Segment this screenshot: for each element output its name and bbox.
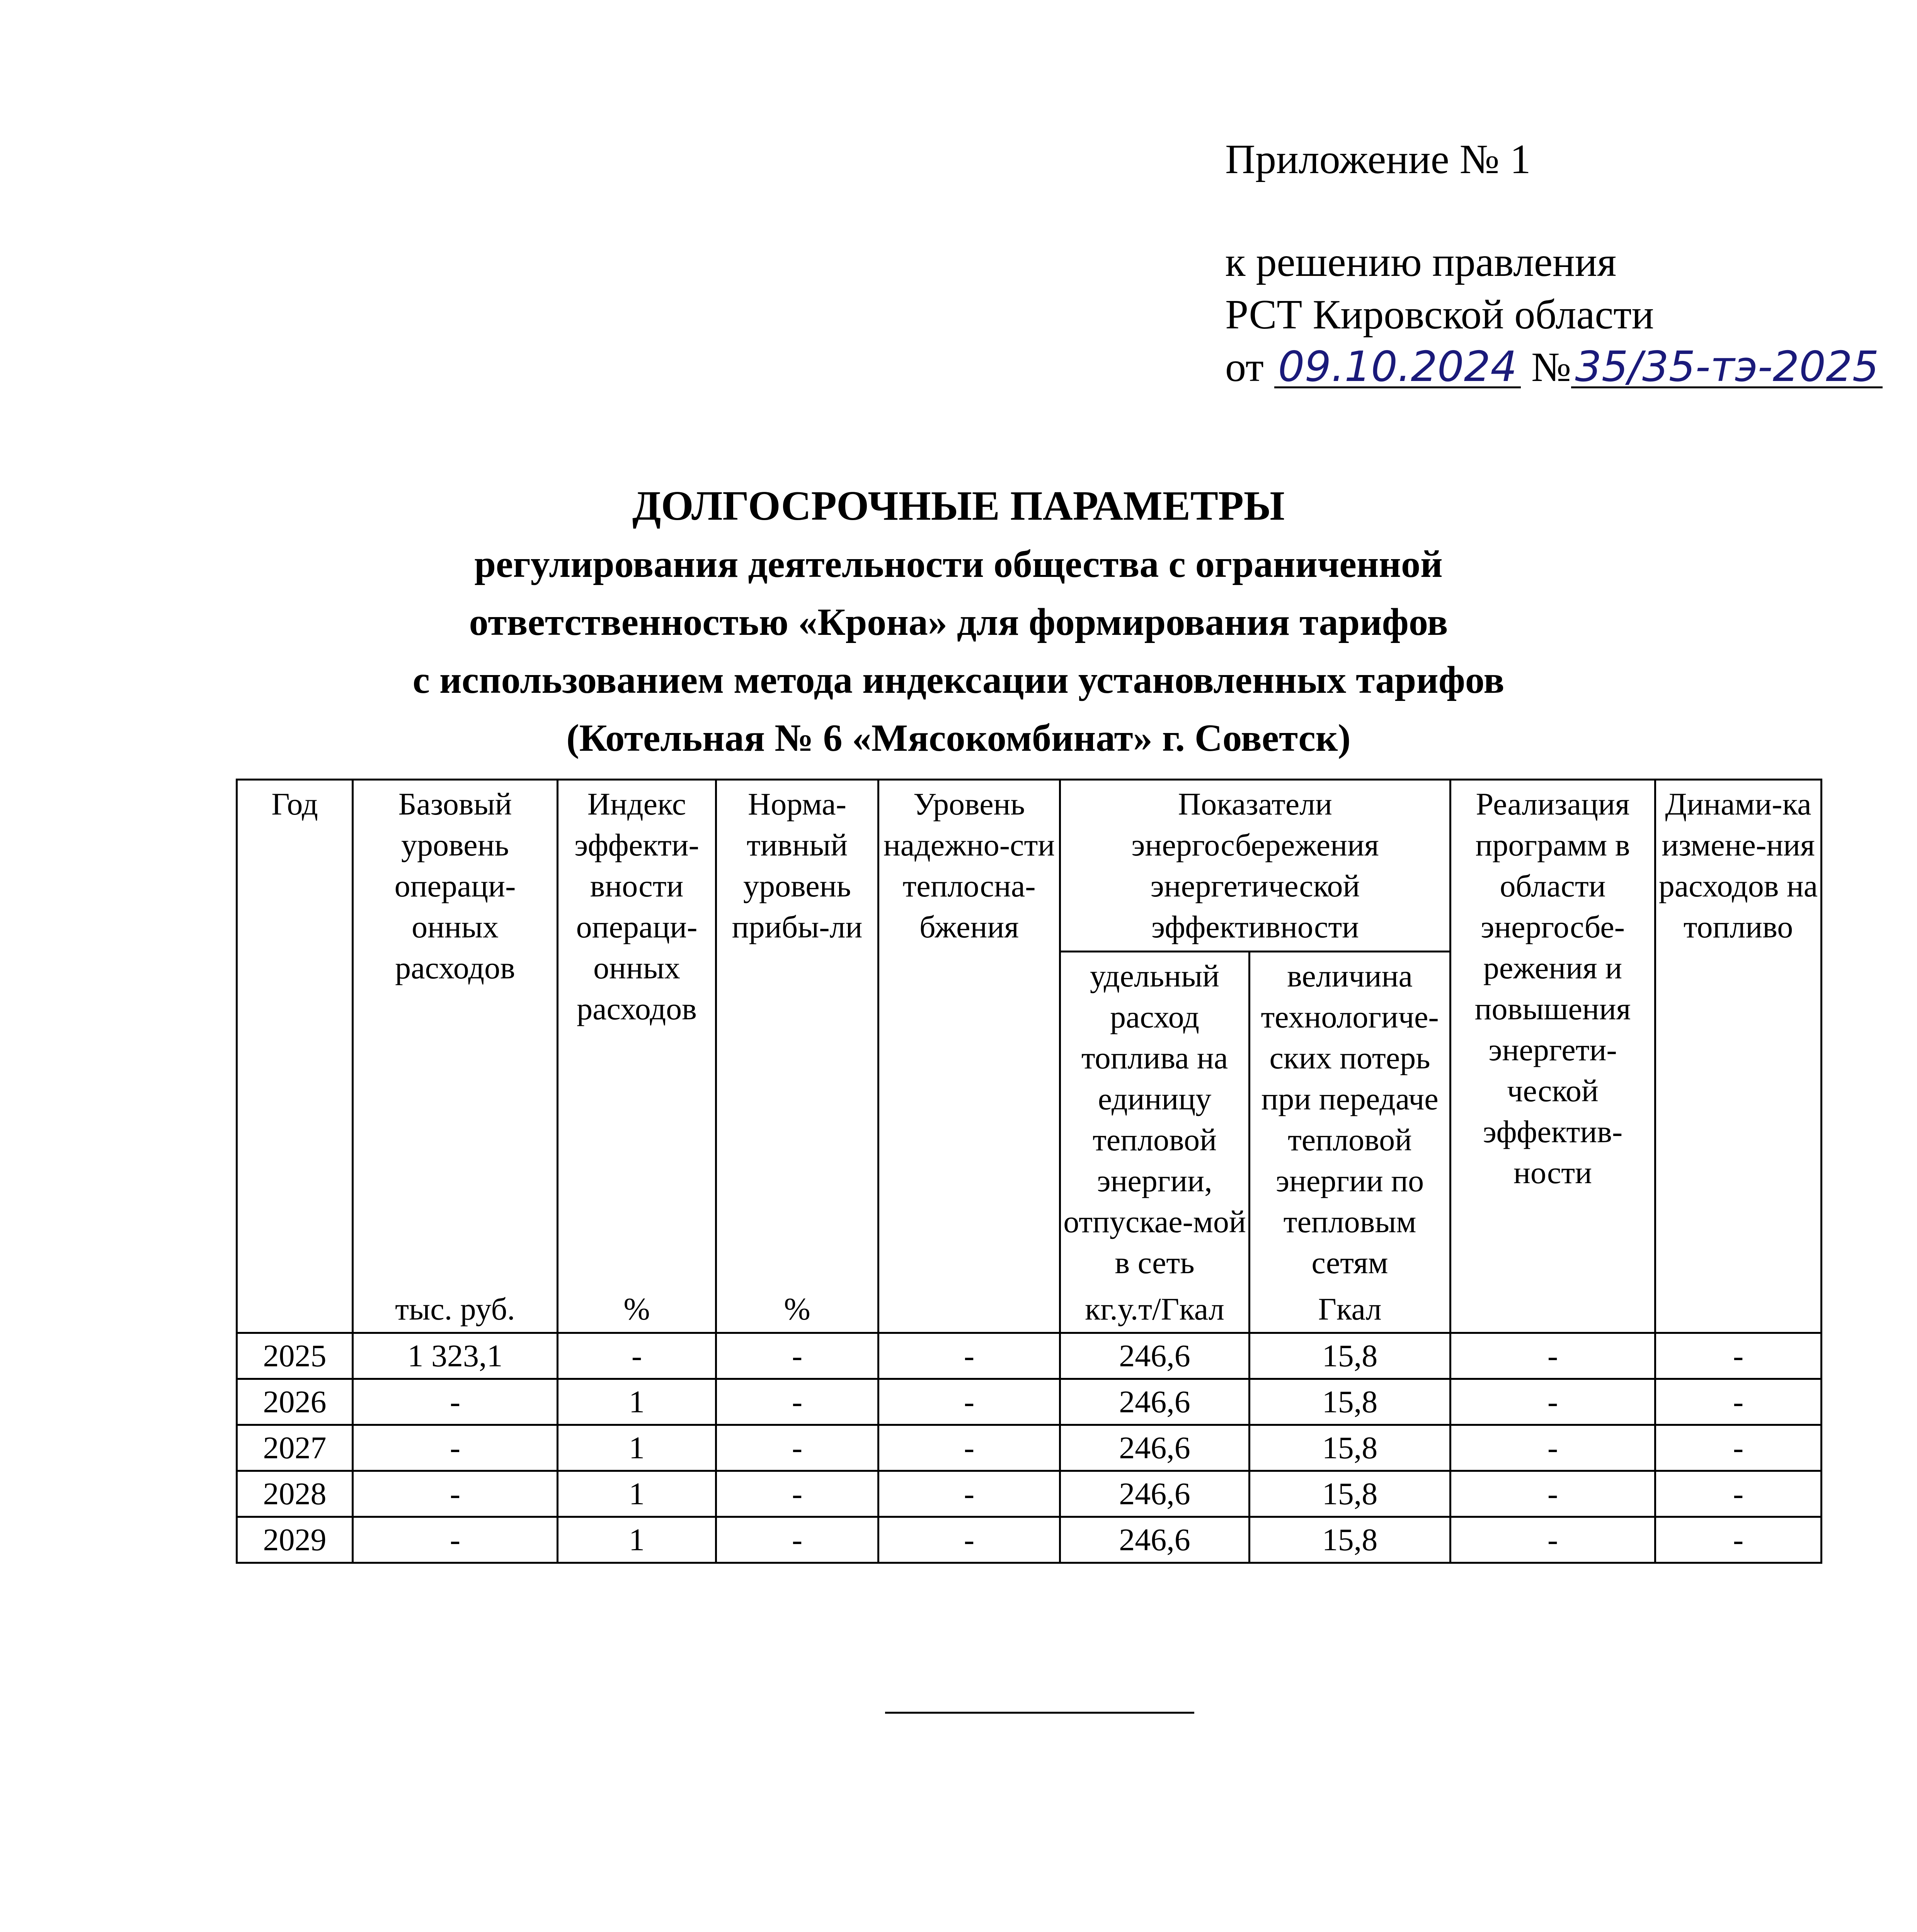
cell-normative-profit: - bbox=[716, 1379, 878, 1425]
cell-normative-profit: - bbox=[716, 1425, 878, 1471]
cell-efficiency-index: 1 bbox=[558, 1471, 716, 1517]
cell-tech-losses: 15,8 bbox=[1250, 1333, 1451, 1379]
cell-programs: - bbox=[1451, 1425, 1655, 1471]
annex-line-1: к решению правления bbox=[1225, 239, 1617, 285]
end-divider bbox=[885, 1712, 1194, 1714]
cell-programs: - bbox=[1451, 1333, 1655, 1379]
annex-block bbox=[1225, 133, 1883, 394]
cell-efficiency-index: 1 bbox=[558, 1425, 716, 1471]
unit-normative-profit: % bbox=[716, 1286, 878, 1333]
title-main: ДОЛГОСРОЧНЫЕ ПАРАМЕТРЫ bbox=[632, 483, 1285, 529]
cell-programs: - bbox=[1451, 1471, 1655, 1517]
cell-fuel-dynamics: - bbox=[1655, 1333, 1822, 1379]
title-line-4: (Котельная № 6 «Мясокомбинат» г. Советск) bbox=[566, 716, 1351, 759]
number-prefix: № bbox=[1531, 344, 1571, 390]
cell-base-level: - bbox=[353, 1471, 558, 1517]
table-row bbox=[237, 1379, 1822, 1425]
cell-programs: - bbox=[1451, 1379, 1655, 1425]
header-year: Год bbox=[237, 780, 353, 1333]
cell-reliability: - bbox=[878, 1517, 1060, 1563]
cell-reliability: - bbox=[878, 1425, 1060, 1471]
unit-tech-losses: Гкал bbox=[1250, 1286, 1451, 1333]
cell-specific-fuel: 246,6 bbox=[1060, 1333, 1250, 1379]
cell-specific-fuel: 246,6 bbox=[1060, 1379, 1250, 1425]
header-row-1 bbox=[237, 780, 1822, 952]
cell-year: 2029 bbox=[237, 1517, 353, 1563]
cell-specific-fuel: 246,6 bbox=[1060, 1517, 1250, 1563]
date-prefix: от bbox=[1225, 344, 1264, 390]
cell-tech-losses: 15,8 bbox=[1250, 1425, 1451, 1471]
handwritten-number: 35/35-тэ-2025 bbox=[1571, 348, 1883, 388]
unit-efficiency-index: % bbox=[558, 1286, 716, 1333]
cell-tech-losses: 15,8 bbox=[1250, 1517, 1451, 1563]
cell-base-level: - bbox=[353, 1517, 558, 1563]
header-energy-group: Показатели энергосбережения энергетической эффективности bbox=[1060, 780, 1451, 952]
annex-gap bbox=[1225, 186, 1883, 236]
cell-specific-fuel: 246,6 bbox=[1060, 1425, 1250, 1471]
annex-title: Приложение № 1 bbox=[1225, 136, 1531, 182]
title-line-1: регулирования деятельности общества с ограниченной bbox=[474, 543, 1443, 585]
cell-normative-profit: - bbox=[716, 1517, 878, 1563]
header-reliability: Уровень надежно-сти теплосна-бжения bbox=[878, 780, 1060, 1333]
title-line-2: ответственностью «Крона» для формирования тарифов bbox=[469, 600, 1448, 643]
cell-programs: - bbox=[1451, 1517, 1655, 1563]
header-efficiency-index: Индекс эффекти-вности операци-онных расходов bbox=[558, 780, 716, 1287]
cell-year: 2027 bbox=[237, 1425, 353, 1471]
header-specific-fuel: удельный расход топлива на единицу тепловой энергии, отпускае-мой в сеть bbox=[1060, 952, 1250, 1287]
cell-year: 2025 bbox=[237, 1333, 353, 1379]
header-fuel-dynamics: Динами-ка измене-ния расходов на топливо bbox=[1655, 780, 1822, 1333]
header-base-level: Базовый уровень операци-онных расходов bbox=[353, 780, 558, 1287]
cell-base-level: 1 323,1 bbox=[353, 1333, 558, 1379]
cell-base-level: - bbox=[353, 1379, 558, 1425]
cell-fuel-dynamics: - bbox=[1655, 1517, 1822, 1563]
header-tech-losses: величина технологиче-ских потерь при передаче тепловой энергии по тепловым сетям bbox=[1250, 952, 1451, 1287]
unit-specific-fuel: кг.у.т/Гкал bbox=[1060, 1286, 1250, 1333]
parameters-table bbox=[236, 779, 1822, 1564]
cell-normative-profit: - bbox=[716, 1471, 878, 1517]
title-line-3: с использованием метода индексации установленных тарифов bbox=[412, 658, 1505, 701]
cell-fuel-dynamics: - bbox=[1655, 1471, 1822, 1517]
cell-base-level: - bbox=[353, 1425, 558, 1471]
table-row bbox=[237, 1425, 1822, 1471]
cell-efficiency-index: 1 bbox=[558, 1517, 716, 1563]
cell-fuel-dynamics: - bbox=[1655, 1379, 1822, 1425]
cell-efficiency-index: 1 bbox=[558, 1379, 716, 1425]
cell-reliability: - bbox=[878, 1333, 1060, 1379]
annex-date-line bbox=[1225, 341, 1883, 394]
header-programs: Реализация программ в области энергосбе-режения и повышения энергети-ческой эффектив-ности bbox=[1451, 780, 1655, 1333]
cell-year: 2028 bbox=[237, 1471, 353, 1517]
table-row bbox=[237, 1471, 1822, 1517]
table-row bbox=[237, 1333, 1822, 1379]
cell-year: 2026 bbox=[237, 1379, 353, 1425]
cell-fuel-dynamics: - bbox=[1655, 1425, 1822, 1471]
cell-normative-profit: - bbox=[716, 1333, 878, 1379]
handwritten-date: 09.10.2024 bbox=[1274, 348, 1521, 388]
cell-tech-losses: 15,8 bbox=[1250, 1471, 1451, 1517]
cell-reliability: - bbox=[878, 1379, 1060, 1425]
table-row bbox=[237, 1517, 1822, 1563]
cell-efficiency-index: - bbox=[558, 1333, 716, 1379]
cell-specific-fuel: 246,6 bbox=[1060, 1471, 1250, 1517]
header-normative-profit: Норма-тивный уровень прибы-ли bbox=[716, 780, 878, 1287]
unit-base-level: тыс. руб. bbox=[353, 1286, 558, 1333]
annex-line-2: РСТ Кировской области bbox=[1225, 292, 1654, 338]
cell-reliability: - bbox=[878, 1471, 1060, 1517]
document-title bbox=[0, 477, 1917, 767]
cell-tech-losses: 15,8 bbox=[1250, 1379, 1451, 1425]
